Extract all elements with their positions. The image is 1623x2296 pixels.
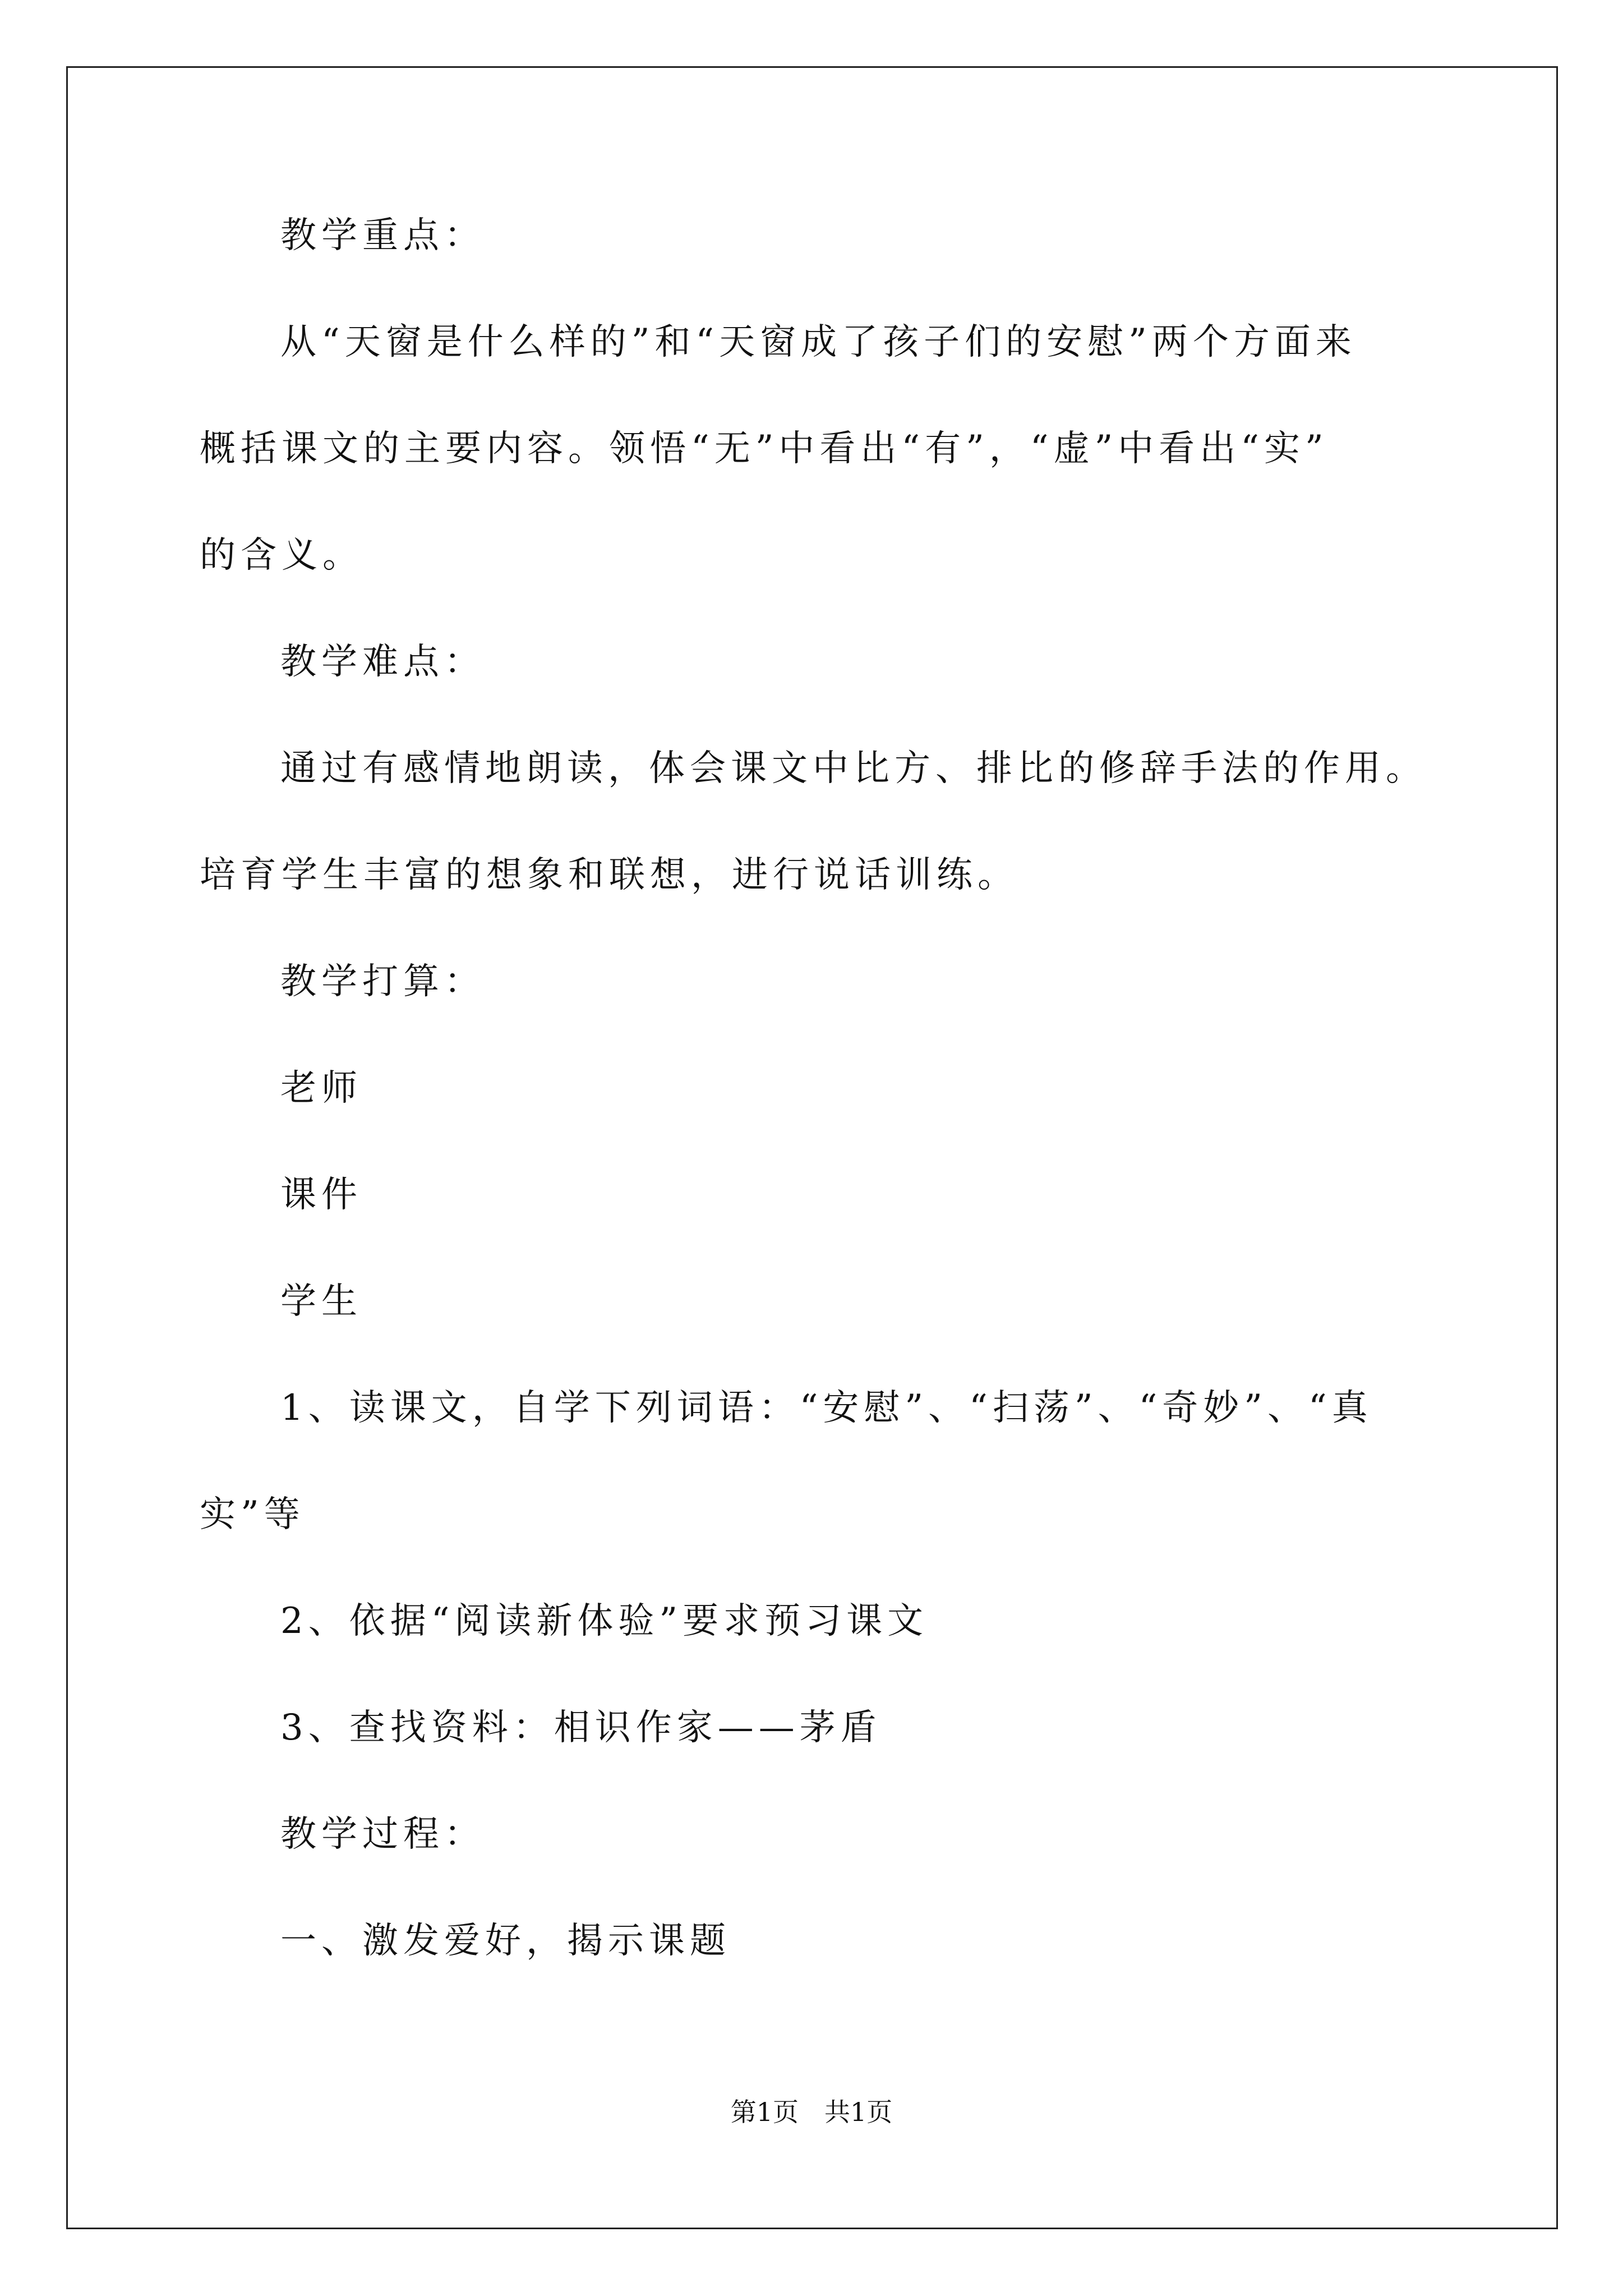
- section-heading: 一、激发爱好，揭示课题: [280, 1920, 731, 1962]
- list-item: 学生: [280, 1281, 362, 1322]
- paragraph-line: 2、依据“阅读新体验”要求预习课文: [280, 1600, 929, 1642]
- paragraph-line: 3、查找资料：相识作家——茅盾: [280, 1707, 882, 1749]
- heading-teaching-preparation: 教学打算：: [280, 961, 485, 1002]
- list-item: 老师: [280, 1068, 362, 1109]
- page-number-footer: 第1页 共1页: [730, 2097, 893, 2127]
- paragraph-line: 的含义。: [200, 535, 363, 576]
- heading-teaching-process: 教学过程：: [280, 1814, 485, 1855]
- heading-teaching-difficulty: 教学难点：: [280, 641, 485, 683]
- list-item: 课件: [280, 1174, 362, 1216]
- paragraph-line: 从“天窗是什么样的”和“天窗成了孩子们的安慰”两个方面来: [280, 321, 1357, 363]
- paragraph-line: 通过有感情地朗读，体会课文中比方、排比的修辞手法的作用。: [280, 748, 1427, 789]
- page-border: [66, 66, 1558, 2229]
- paragraph-line: 培育学生丰富的想象和联想，进行说话训练。: [200, 854, 1018, 896]
- paragraph-line: 概括课文的主要内容。领悟“无”中看出“有”，“虚”中看出“实”: [200, 428, 1329, 470]
- paragraph-line: 1、读课文，自学下列词语：“安慰”、“扫荡”、“奇妙”、“真: [280, 1387, 1373, 1429]
- heading-teaching-focus: 教学重点：: [280, 215, 485, 256]
- paragraph-line: 实”等: [200, 1494, 305, 1535]
